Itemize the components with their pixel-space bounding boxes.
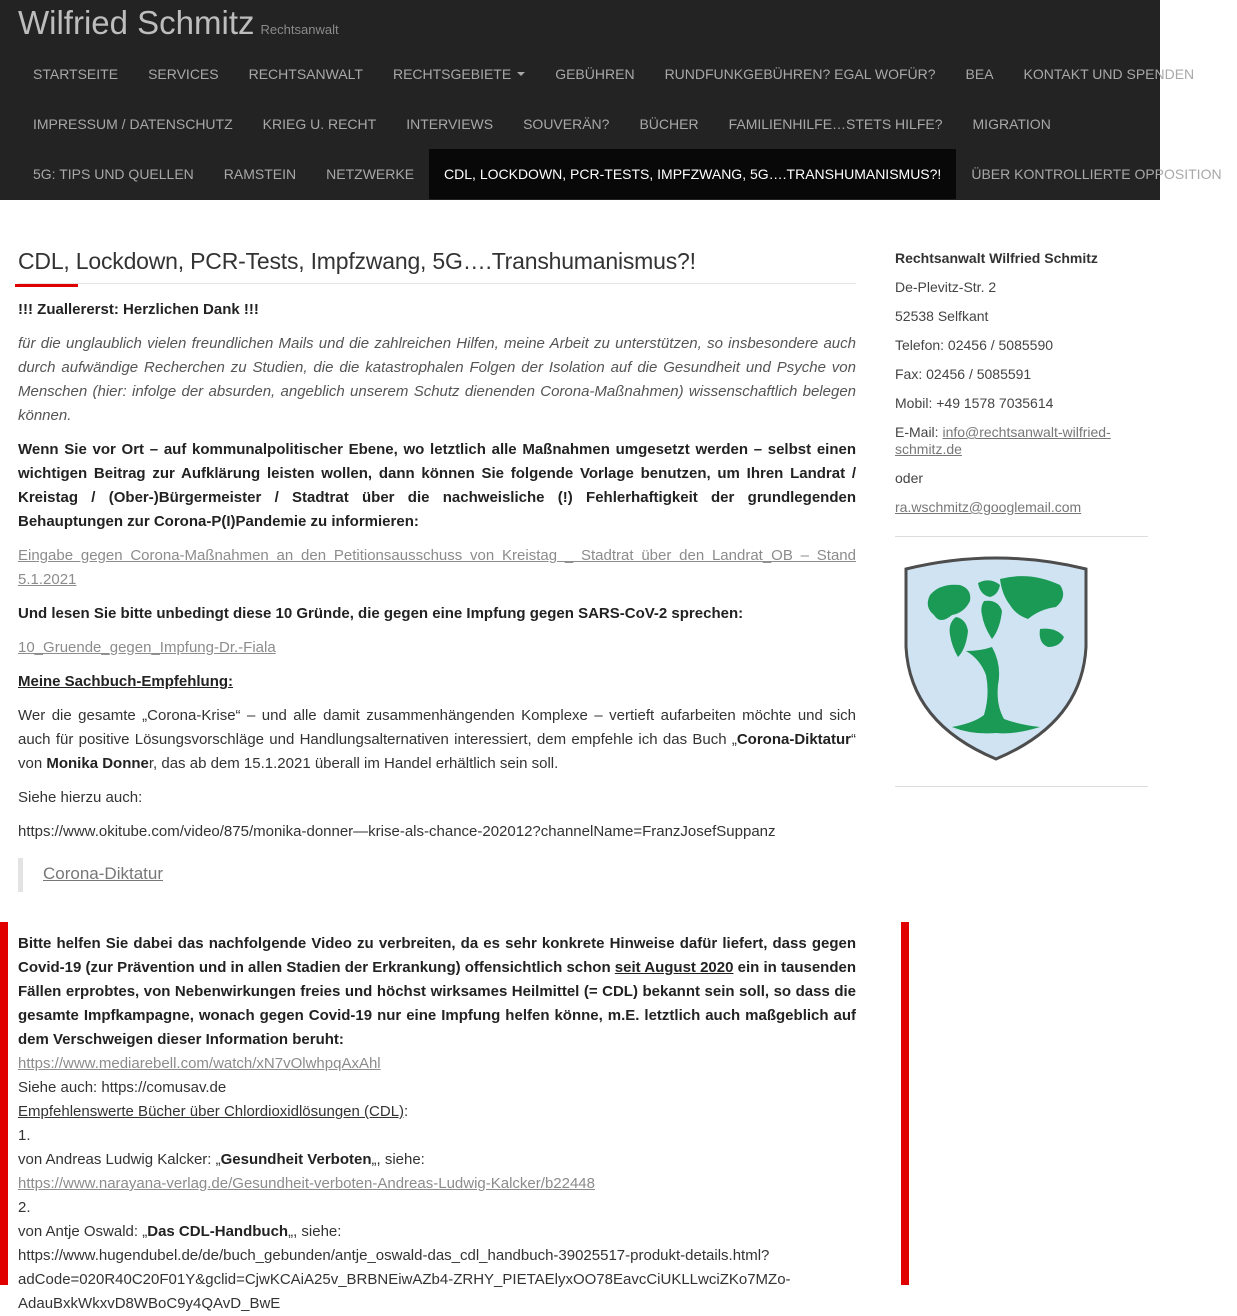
sidebar-mobile: Mobil: +49 1578 7035614 [895, 395, 1054, 411]
item2-pre: von Antje Oswald: „ [18, 1223, 148, 1240]
thanks-text: für die unglaublich vielen freundlichen Mails und die zahlreichen Hilfen, meine Arbeit zu unterstützen, so insbesondere auch durch aufwändige Recherchen zu Studien, die die katastrophalen Folgen der Isolation auf die Gesundheit und Psyche von Menschen (hier: infolge der absurden, angeblich unserem Schutz dienenden Corona-Maßnahmen) wissenschaftlich belegen können. [18, 335, 856, 424]
book-author: Monika Donne [46, 755, 149, 772]
nav-rechtsgebiete[interactable] [378, 49, 540, 99]
book-recommendation [18, 704, 856, 776]
caret-down-icon [517, 72, 525, 76]
reasons-text: Und lesen Sie bitte unbedingt diese 10 Gründe, die gegen eine Impfung gegen SARS-CoV-2 sprechen: [18, 605, 744, 622]
nav-migration[interactable]: MIGRATION [972, 116, 1051, 132]
narayana-link[interactable]: https://www.narayana-verlag.de/Gesundheit-verboten-Andreas-Ludwig-Kalcker/b22448 [18, 1175, 595, 1192]
reasons-link[interactable]: 10_Gruende_gegen_Impfung-Dr.-Fiala [18, 639, 276, 656]
petition-link[interactable]: Eingabe gegen Corona-Maßnahmen an den Petitionsausschuss von Kreistag _ Stadtrat über den Landrat_OB – Stand 5.1.2021 [18, 547, 856, 588]
sidebar-email-row [895, 424, 1148, 458]
sidebar-phone: Telefon: 02456 / 5085590 [895, 337, 1054, 353]
hugendubel-url-line-3: AdauBxkWkxvD8WBoC9y4QAvD_BwE [18, 1295, 281, 1312]
sidebar-city: 52538 Selfkant [895, 308, 989, 324]
nav-row-2 [18, 99, 1160, 149]
nav-interviews[interactable]: INTERVIEWS [406, 116, 494, 132]
nav-bea[interactable]: BEA [965, 66, 994, 82]
video-since: seit August 2020 [614, 959, 734, 976]
nav-netzwerke[interactable]: NETZWERKE [326, 166, 415, 182]
nav-services[interactable]: SERVICES [148, 66, 219, 82]
nav-row-3 [18, 149, 1222, 199]
nav-souveraen[interactable]: SOUVERÄN? [523, 116, 610, 132]
nav-cdl-active[interactable]: CDL, LOCKDOWN, PCR-TESTS, IMPFZWANG, 5G….TRANSHUMANISMUS?! [429, 149, 956, 199]
thanks-heading: !!! Zuallererst: Herzlichen Dank !!! [18, 301, 259, 318]
nav-krieg[interactable]: KRIEG U. RECHT [262, 116, 377, 132]
book-text-1: Wer die gesamte „Corona-Krise“ – und alle damit zusammenhängenden Komplexe – vertieft aufarbeiten möchte und sich auch für positive Lösungsvorschläge und Handlungsalternativen interessiert, dem empfehle ich das Buch „ [18, 707, 856, 748]
mediarebell-link[interactable]: https://www.mediarebell.com/watch/xN7vOlwhpqAxAhl [18, 1055, 381, 1072]
item1-post: „, siehe: [371, 1151, 425, 1168]
shield-world-tree-icon [900, 555, 1092, 763]
list-item-2 [18, 1220, 856, 1244]
cdl-section [18, 932, 856, 1316]
nav-rechtsgebiete-label: RECHTSGEBIETE [392, 66, 512, 82]
hugendubel-url-line-2: adCode=020R40C20F01Y&gclid=CjwKCAiA25v_BRBNEiwAZb4-ZRHY_PIETAElyxOO78EavcCiUKLLwciZKo7MZo- [18, 1271, 791, 1288]
shield-logo [895, 555, 1148, 766]
video-text-2: ein in tausenden Fällen erprobtes, von Nebenwirkungen freies und höchst wirksames Heilmittel (= CDL) bekannt sein soll, so dass die gesamte Impfkampagne, wonach gegen Covid-19 nur eine Impfung helfen könne, m.E. letztlich auch maßgeblich auf dem Verschweigen dieser Information beruht: [18, 959, 856, 1048]
item1-title: Gesundheit Verboten [220, 1151, 372, 1168]
site-title[interactable] [18, 4, 339, 42]
list-item-1-number: 1. [18, 1127, 31, 1144]
cdl-books-colon: : [404, 1103, 409, 1120]
nav-gebuehren[interactable]: GEBÜHREN [555, 66, 635, 82]
sidebar [895, 250, 1148, 805]
nav-familienhilfe[interactable]: FAMILIENHILFE…STETS HILFE? [728, 116, 943, 132]
video-text [18, 932, 856, 1052]
sidebar-fax: Fax: 02456 / 5085591 [895, 366, 1032, 382]
book-text-3: r, das ab dem 15.1.2021 überall im Handel erhältlich sein soll. [148, 755, 559, 772]
nav-buecher[interactable]: BÜCHER [639, 116, 699, 132]
site-name[interactable]: Wilfried Schmitz [18, 4, 255, 41]
nav-kontakt[interactable]: KONTAKT UND SPENDEN [1023, 66, 1195, 82]
sidebar-email-label: E-Mail: [895, 424, 943, 440]
red-bar-left [0, 922, 8, 1285]
page-title-text: CDL, Lockdown, PCR-Tests, Impfzwang, 5G….Transhumanismus?! [18, 248, 696, 274]
book-title: Corona-Diktatur [736, 731, 851, 748]
cdl-books-heading: Empfehlenswerte Bücher über Chlordioxidlösungen (CDL) [18, 1103, 405, 1120]
site-header [0, 0, 1222, 200]
item1-pre: von Andreas Ludwig Kalcker: „ [18, 1151, 221, 1168]
video-text-1: Bitte helfen Sie dabei das nachfolgende Video zu verbreiten, da es sehr konkrete Hinweise dafür liefert, dass gegen Covid-19 (zur Prävention und in allen Stadien der Erkrankung) offensichtlich schon [18, 935, 856, 976]
sidebar-street: De-Plevitz-Str. 2 [895, 279, 997, 295]
nav-rundfunkgebuehren[interactable]: RUNDFUNKGEBÜHREN? EGAL WOFÜR? [664, 66, 936, 82]
sidebar-divider-2 [895, 786, 1148, 787]
blockquote [18, 858, 856, 892]
title-accent-underline [15, 284, 78, 287]
list-item-1 [18, 1148, 856, 1172]
nav-opposition[interactable]: ÜBER KONTROLLIERTE OPPOSITION [971, 166, 1222, 182]
item2-title: Das CDL-Handbuch [147, 1223, 289, 1240]
page-title [18, 248, 856, 284]
list-item-2-number: 2. [18, 1199, 31, 1216]
nav-ramstein[interactable]: RAMSTEIN [223, 166, 297, 182]
nav-5g[interactable]: 5G: TIPS UND QUELLEN [33, 166, 194, 182]
sidebar-or: oder [895, 470, 924, 486]
red-bar-right [901, 922, 909, 1285]
corona-diktatur-link[interactable]: Corona-Diktatur [43, 864, 163, 883]
see-also-label: Siehe hierzu auch: [18, 789, 143, 806]
okitube-url: https://www.okitube.com/video/875/monika-donner—krise-als-chance-202012?channelName=FranzJosefSuppanz [18, 823, 776, 840]
nav-row-1 [18, 49, 1195, 99]
nav-rechtsanwalt[interactable]: RECHTSANWALT [248, 66, 363, 82]
sidebar-email-link[interactable]: info@rechtsanwalt-wilfried-schmitz.de [895, 424, 1111, 457]
cdl-books-heading-line [18, 1100, 856, 1124]
sidebar-email2-link[interactable]: ra.wschmitz@googlemail.com [895, 499, 1082, 515]
site-tagline: Rechtsanwalt [260, 22, 339, 37]
book-heading: Meine Sachbuch-Empfehlung: [18, 673, 234, 690]
nav-impressum[interactable]: IMPRESSUM / DATENSCHUTZ [33, 116, 233, 132]
sidebar-name: Rechtsanwalt Wilfried Schmitz [895, 250, 1098, 266]
item2-post: „, siehe: [288, 1223, 342, 1240]
book-text-2: “ von [18, 731, 856, 772]
see-also-comusav: Siehe auch: https://comusav.de [18, 1079, 227, 1096]
local-politics-text: Wenn Sie vor Ort – auf kommunalpolitischer Ebene, wo letztlich alle Maßnahmen umgesetzt werden – selbst einen wichtigen Beitrag zur Aufklärung leisten wollen, dann können Sie folgende Vorlage benutzen, um Ihren Landrat / Kreistag / (Ober-)Bürgermeister / Stadtrat über die nachweisliche (!) Fehlerhaftigkeit der grundlegenden Behauptungen zur Corona-P(I)Pandemie zu informieren: [18, 441, 856, 530]
main-content [18, 248, 856, 1316]
sidebar-divider-1 [895, 536, 1148, 537]
hugendubel-url-line-1: https://www.hugendubel.de/de/buch_gebunden/antje_oswald-das_cdl_handbuch-39025517-produkt-details.html? [18, 1247, 770, 1264]
nav-startseite[interactable]: STARTSEITE [33, 66, 119, 82]
